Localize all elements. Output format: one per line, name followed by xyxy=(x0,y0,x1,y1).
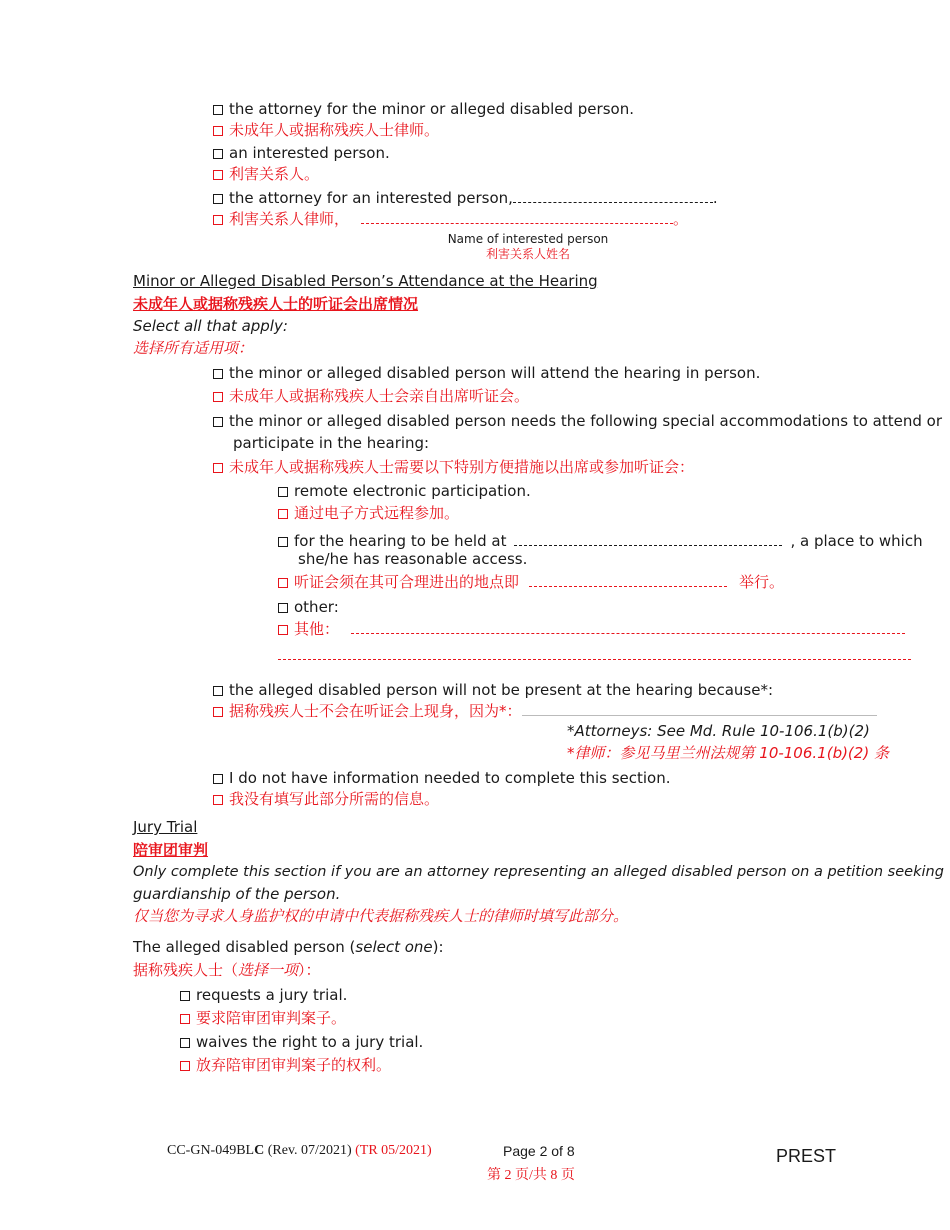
option-in-person-zh: 未成年人或据称残疾人士会亲自出席听证会。 xyxy=(213,386,529,406)
page-number: Page 2 of 8 xyxy=(503,1143,575,1159)
option-other-zh: 其他： xyxy=(278,619,905,639)
checkbox-no-info-zh[interactable] xyxy=(213,795,223,805)
option-remote-zh: 通过电子方式远程参加。 xyxy=(278,503,459,523)
option-attorney-interested-zh: 利害关系人律师， 。 xyxy=(213,209,688,229)
jury-heading: Jury Trial xyxy=(133,818,198,836)
option-jury-requests: requests a jury trial. xyxy=(180,985,347,1005)
option-place-line2: she/he has reasonable access. xyxy=(298,550,528,568)
rule-note-zh: *律师：参见马里兰州法规第 10-106.1(b)(2) 条 xyxy=(567,744,889,762)
checkbox-jury-waives[interactable] xyxy=(180,1038,190,1048)
option-accommodations: the minor or alleged disabled person needs the following special accommodations to attend or xyxy=(213,411,942,431)
checkbox-interested-zh[interactable] xyxy=(213,170,223,180)
not-present-reason-field[interactable] xyxy=(522,701,877,716)
attendance-instruction-zh: 选择所有适用项： xyxy=(133,339,254,357)
checkbox-place[interactable] xyxy=(278,537,288,547)
jury-instruction-zh: 仅当您为寻求人身监护权的申请中代表据称残疾人士的律师时填写此部分。 xyxy=(133,907,629,925)
checkbox-other-zh[interactable] xyxy=(278,625,288,635)
option-jury-waives: waives the right to a jury trial. xyxy=(180,1032,423,1052)
page-number-zh: 第 2 页/共 8 页 xyxy=(487,1168,575,1183)
option-not-present: the alleged disabled person will not be present at the hearing because*: xyxy=(213,680,773,700)
checkbox-other[interactable] xyxy=(278,603,288,613)
option-accommodations-line2: participate in the hearing: xyxy=(233,434,430,452)
jury-select: The alleged disabled person (select one): xyxy=(133,938,444,956)
checkbox-remote[interactable] xyxy=(278,487,288,497)
option-no-info: I do not have information needed to complete this section. xyxy=(213,768,671,788)
interested-name-field[interactable] xyxy=(513,190,713,203)
checkbox-jury-requests-zh[interactable] xyxy=(180,1014,190,1024)
place-field[interactable] xyxy=(514,533,782,546)
option-interested: an interested person. xyxy=(213,143,390,163)
attendance-instruction: Select all that apply: xyxy=(133,317,288,335)
checkbox-interested[interactable] xyxy=(213,149,223,159)
jury-heading-zh: 陪审团审判 xyxy=(133,841,209,859)
name-caption-en: Name of interested person xyxy=(447,232,609,246)
checkbox-remote-zh[interactable] xyxy=(278,509,288,519)
option-attorney-interested: the attorney for an interested person, . xyxy=(213,188,718,208)
checkbox-attorney-minor-zh[interactable] xyxy=(213,126,223,136)
option-not-present-zh: 据称残疾人士不会在听证会上现身，因为*： xyxy=(213,701,877,721)
checkbox-jury-waives-zh[interactable] xyxy=(180,1061,190,1071)
checkbox-in-person-zh[interactable] xyxy=(213,392,223,402)
option-accommodations-zh: 未成年人或据称残疾人士需要以下特别方便措施以出席或参加听证会： xyxy=(213,457,694,477)
other-field-line2 xyxy=(278,645,911,665)
option-jury-waives-zh: 放弃陪审团审判案子的权利。 xyxy=(180,1055,391,1075)
prest-stamp: PREST xyxy=(776,1146,837,1166)
jury-instruction-line2: guardianship of the person. xyxy=(133,885,341,903)
checkbox-attorney-minor[interactable] xyxy=(213,105,223,115)
option-other: other: xyxy=(278,597,339,617)
name-caption-zh: 利害关系人姓名 xyxy=(485,247,570,261)
other-field-zh-line2[interactable] xyxy=(278,647,911,660)
checkbox-in-person[interactable] xyxy=(213,369,223,379)
checkbox-not-present-zh[interactable] xyxy=(213,707,223,717)
checkbox-jury-requests[interactable] xyxy=(180,991,190,1001)
option-attorney-minor-zh: 未成年人或据称残疾人士律师。 xyxy=(213,120,439,140)
attendance-heading-zh: 未成年人或据称残疾人士的听证会出席情况 xyxy=(133,295,419,313)
place-field-zh[interactable] xyxy=(529,574,727,587)
option-remote: remote electronic participation. xyxy=(278,481,531,501)
option-attorney-minor: the attorney for the minor or alleged disabled person. xyxy=(213,99,634,119)
option-in-person: the minor or alleged disabled person will attend the hearing in person. xyxy=(213,363,760,383)
interested-name-field-zh[interactable] xyxy=(361,211,673,224)
other-field-zh[interactable] xyxy=(351,621,905,634)
checkbox-accommodations[interactable] xyxy=(213,417,223,427)
option-interested-zh: 利害关系人。 xyxy=(213,164,319,184)
option-no-info-zh: 我没有填写此部分所需的信息。 xyxy=(213,789,439,809)
option-place: for the hearing to be held at , a place to which xyxy=(278,531,923,551)
rule-note: *Attorneys: See Md. Rule 10-106.1(b)(2) xyxy=(567,722,870,740)
checkbox-attorney-interested-zh[interactable] xyxy=(213,215,223,225)
checkbox-attorney-interested[interactable] xyxy=(213,194,223,204)
option-place-zh: 听证会须在其可合理进出的地点即 举行。 xyxy=(278,572,784,592)
form-id: CC-GN-049BLC (Rev. 07/2021) (TR 05/2021) xyxy=(167,1143,432,1158)
attendance-heading: Minor or Alleged Disabled Person’s Attendance at the Hearing xyxy=(133,272,598,290)
checkbox-place-zh[interactable] xyxy=(278,578,288,588)
option-jury-requests-zh: 要求陪审团审判案子。 xyxy=(180,1008,346,1028)
checkbox-no-info[interactable] xyxy=(213,774,223,784)
checkbox-not-present[interactable] xyxy=(213,686,223,696)
jury-instruction: Only complete this section if you are an attorney representing an alleged disabled person on a petition seeking xyxy=(133,864,944,880)
jury-select-zh: 据称残疾人士（选择一项）： xyxy=(133,961,321,979)
checkbox-accommodations-zh[interactable] xyxy=(213,463,223,473)
